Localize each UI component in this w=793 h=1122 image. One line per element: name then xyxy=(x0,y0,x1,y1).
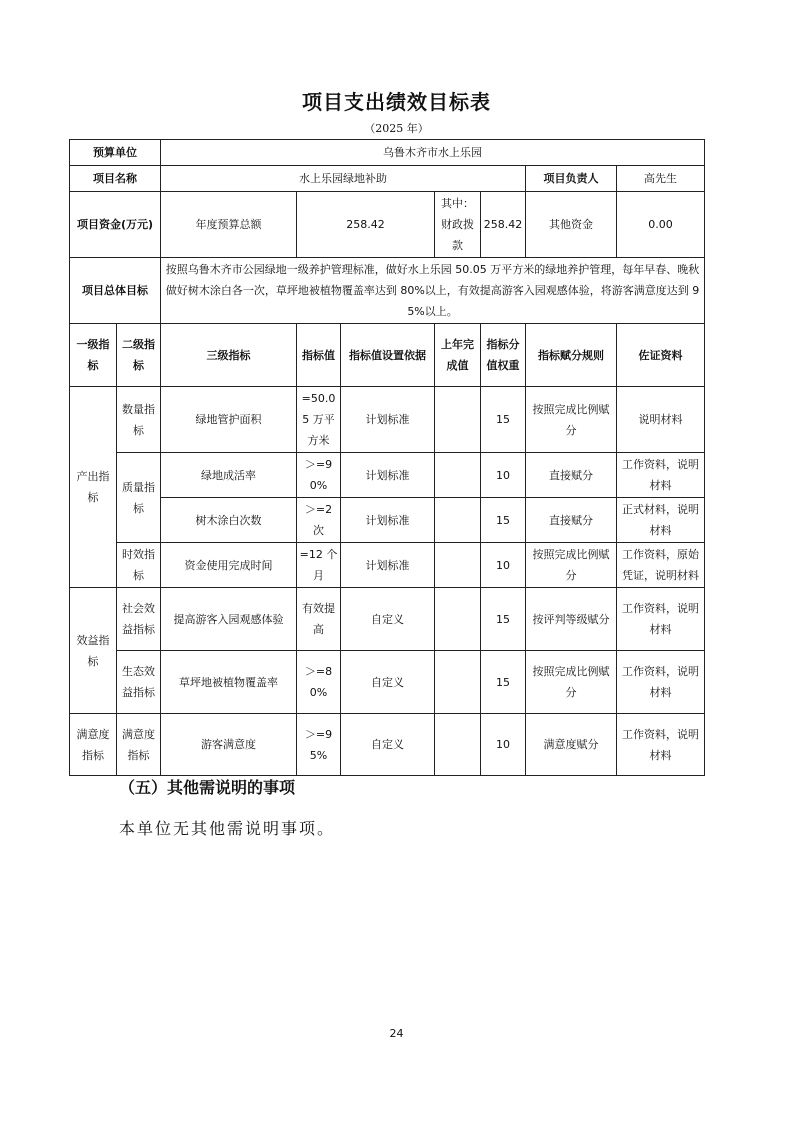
page-number: 24 xyxy=(389,1027,404,1040)
weight-cell: 15 xyxy=(481,651,526,714)
indicator-cell: 游客满意度 xyxy=(161,714,297,776)
header-weight: 指标分值权重 xyxy=(481,324,526,387)
fiscal-fund-value: 258.42 xyxy=(481,192,526,258)
evidence-cell: 工作资料，说明材料 xyxy=(617,651,705,714)
evidence-cell: 工作资料，说明材料 xyxy=(617,453,705,498)
unit-value: 乌鲁木齐市水上乐园 xyxy=(161,140,705,166)
indicator-cell: 树木涂白次数 xyxy=(161,498,297,543)
basis-cell: 计划标准 xyxy=(341,498,435,543)
group-output: 产出指标 xyxy=(70,387,117,588)
header-level3: 三级指标 xyxy=(161,324,297,387)
indicator-cell: 绿地成活率 xyxy=(161,453,297,498)
weight-cell: 15 xyxy=(481,588,526,651)
unit-label: 预算单位 xyxy=(70,140,161,166)
evidence-cell: 正式材料，说明材料 xyxy=(617,498,705,543)
weight-cell: 15 xyxy=(481,387,526,453)
section-text: 本单位无其他需说明事项。 xyxy=(119,819,336,838)
weight-cell: 10 xyxy=(481,543,526,588)
table-row xyxy=(70,651,705,714)
project-leader-value: 高先生 xyxy=(617,166,705,192)
annual-budget-value: 258.42 xyxy=(297,192,435,258)
subgroup-ecological: 生态效益指标 xyxy=(117,651,161,714)
weight-cell: 10 xyxy=(481,714,526,776)
basis-cell: 自定义 xyxy=(341,651,435,714)
last-year-cell xyxy=(435,387,481,453)
last-year-cell xyxy=(435,651,481,714)
section-heading: （五）其他需说明的事项 xyxy=(119,778,296,797)
basis-cell: 自定义 xyxy=(341,588,435,651)
basis-cell: 计划标准 xyxy=(341,453,435,498)
basis-cell: 计划标准 xyxy=(341,387,435,453)
last-year-cell xyxy=(435,453,481,498)
header-evidence: 佐证资料 xyxy=(617,324,705,387)
table-row xyxy=(70,714,705,776)
evidence-cell: 工作资料，说明材料 xyxy=(617,588,705,651)
header-last-year: 上年完成值 xyxy=(435,324,481,387)
indicator-cell: 绿地管护面积 xyxy=(161,387,297,453)
table-row xyxy=(70,453,705,498)
other-fund-value: 0.00 xyxy=(648,218,673,231)
last-year-cell xyxy=(435,498,481,543)
last-year-cell xyxy=(435,714,481,776)
basis-cell: 计划标准 xyxy=(341,543,435,588)
group-benefit: 效益指标 xyxy=(70,588,117,714)
project-name-value: 水上乐园绿地补助 xyxy=(161,166,526,192)
subgroup-satisfaction: 满意度指标 xyxy=(117,714,161,776)
table-year: （2025 年） xyxy=(364,122,429,135)
header-basis: 指标值设置依据 xyxy=(341,324,435,387)
weight-cell: 15 xyxy=(481,498,526,543)
project-name-label: 项目名称 xyxy=(70,166,161,192)
rule-cell: 按照完成比例赋分 xyxy=(526,387,617,453)
last-year-cell xyxy=(435,588,481,651)
table-row xyxy=(70,387,705,453)
subgroup-quality: 质量指标 xyxy=(117,453,161,543)
fund-label: 项目资金(万元) xyxy=(70,192,161,258)
value-cell: ＞=90% xyxy=(297,453,341,498)
last-year-cell xyxy=(435,543,481,588)
subgroup-social: 社会效益指标 xyxy=(117,588,161,651)
table-row xyxy=(70,588,705,651)
rule-cell: 按评判等级赋分 xyxy=(526,588,617,651)
evidence-cell: 工作资料，原始凭证，说明材料 xyxy=(617,543,705,588)
table-row xyxy=(70,498,705,543)
evidence-cell: 说明材料 xyxy=(617,387,705,453)
value-cell: =50.05 万平方米 xyxy=(297,387,341,453)
other-fund-label-cell: 其他资金 xyxy=(526,192,617,258)
goal-text: 按照乌鲁木齐市公园绿地一级养护管理标准，做好水上乐园 50.05 万平方米的绿地养护管理，每年早春、晚秋做好树木涂白各一次，草坪地被植物覆盖率达到 80%以上，有效提高游客入园观感体验，将游客满意度达到 95%以上。 xyxy=(161,258,705,324)
rule-cell: 按照完成比例赋分 xyxy=(526,543,617,588)
rule-cell: 直接赋分 xyxy=(526,498,617,543)
subgroup-timeliness: 时效指标 xyxy=(117,543,161,588)
annual-budget-label: 年度预算总额 xyxy=(161,192,297,258)
weight-cell: 10 xyxy=(481,453,526,498)
indicator-cell: 资金使用完成时间 xyxy=(161,543,297,588)
rule-cell: 满意度赋分 xyxy=(526,714,617,776)
header-rule: 指标赋分规则 xyxy=(526,324,617,387)
value-cell: ＞=2 次 xyxy=(297,498,341,543)
group-satisfaction: 满意度指标 xyxy=(70,714,117,776)
rule-cell: 直接赋分 xyxy=(526,453,617,498)
fiscal-fund-label: 其中：财政拨款 xyxy=(435,192,481,258)
indicator-cell: 提高游客入园观感体验 xyxy=(161,588,297,651)
header-value: 指标值 xyxy=(297,324,341,387)
table-row xyxy=(70,543,705,588)
value-cell: ＞=95% xyxy=(297,714,341,776)
header-level1: 一级指标 xyxy=(70,324,117,387)
value-cell: ＞=80% xyxy=(297,651,341,714)
indicator-cell: 草坪地被植物覆盖率 xyxy=(161,651,297,714)
project-leader-label: 项目负责人 xyxy=(526,166,617,192)
other-fund-cell xyxy=(617,192,705,258)
evidence-cell: 工作资料，说明材料 xyxy=(617,714,705,776)
performance-table xyxy=(69,139,705,776)
rule-cell: 按照完成比例赋分 xyxy=(526,651,617,714)
subgroup-quantity: 数量指标 xyxy=(117,387,161,453)
basis-cell: 自定义 xyxy=(341,714,435,776)
value-cell: =12 个月 xyxy=(297,543,341,588)
goal-label: 项目总体目标 xyxy=(70,258,161,324)
page-title: 项目支出绩效目标表 xyxy=(302,90,491,114)
header-level2: 二级指标 xyxy=(117,324,161,387)
value-cell: 有效提高 xyxy=(297,588,341,651)
